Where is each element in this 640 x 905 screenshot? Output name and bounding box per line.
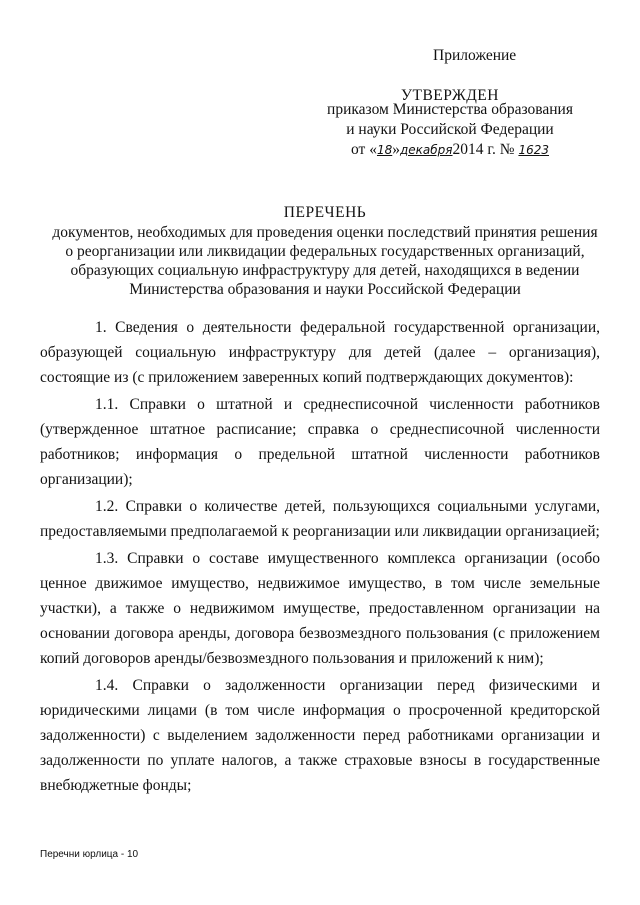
order-date-line: [300, 140, 600, 160]
approved-label: УТВЕРЖДЕН: [401, 87, 499, 104]
title-line-3: образующих социальную инфраструктуру для детей, находящихся в ведении: [70, 262, 580, 279]
appendix-label: Приложение: [433, 47, 517, 64]
date-sep: »: [392, 141, 400, 158]
paragraph-1-3: 1.3. Справки о составе имущественного комплекса организации (особо ценное движимое имущество, недвижимое имущество, в том числе земельные участки), а также о недвижимом имуществе, предоставленном организации на основании договора аренды, договора безвозмездного пользования (с приложением копий договоров аренды/безвозмездного пользования и приложений к ним);: [40, 550, 600, 667]
title-line-2: о реорганизации или ликвидации федеральных государственных организаций,: [65, 243, 585, 260]
document-title: [40, 203, 610, 299]
date-day: 18: [376, 143, 393, 157]
date-year: 2014 г. №: [452, 141, 515, 158]
order-line-2: и науки Российской Федерации: [346, 121, 554, 138]
paragraph-1-1: 1.1. Справки о штатной и среднесписочной численности работников (утвержденное штатное расписание; справка о среднесписочной численности работников; информация о предельной штатной численности работников организации);: [40, 396, 600, 488]
order-line-1: приказом Министерства образования: [327, 101, 573, 118]
title-line-1: документов, необходимых для проведения оценки последствий принятия решения: [52, 224, 598, 241]
date-month: декабря: [400, 143, 453, 157]
document-body: [40, 315, 600, 798]
footer-label: Перечни юрлица - 10: [40, 849, 139, 860]
paragraph-1: 1. Сведения о деятельности федеральной государственной организации, образующей социальную инфраструктуру для детей (далее – организация), состоящие из (с приложением заверенных копий подтверждающих документов):: [40, 319, 600, 386]
date-prefix: от «: [351, 141, 377, 158]
paragraph-1-2: 1.2. Справки о количестве детей, пользующихся социальными услугами, предоставляемыми предполагаемой к реорганизации или ликвидации организацией;: [40, 498, 600, 540]
title-line-4: Министерства образования и науки Российской Федерации: [129, 281, 521, 298]
title-heading: ПЕРЕЧЕНЬ: [283, 204, 367, 221]
paragraph-1-4: 1.4. Справки о задолженности организации перед физическими и юридическими лицами (в том числе информация о просроченной кредиторской задолженности) с выделением задолженности перед работниками организации и задолженности по уплате налогов, а также страховые взносы в государственные внебюджетные фонды;: [40, 677, 600, 794]
order-number: 1623: [518, 143, 549, 157]
